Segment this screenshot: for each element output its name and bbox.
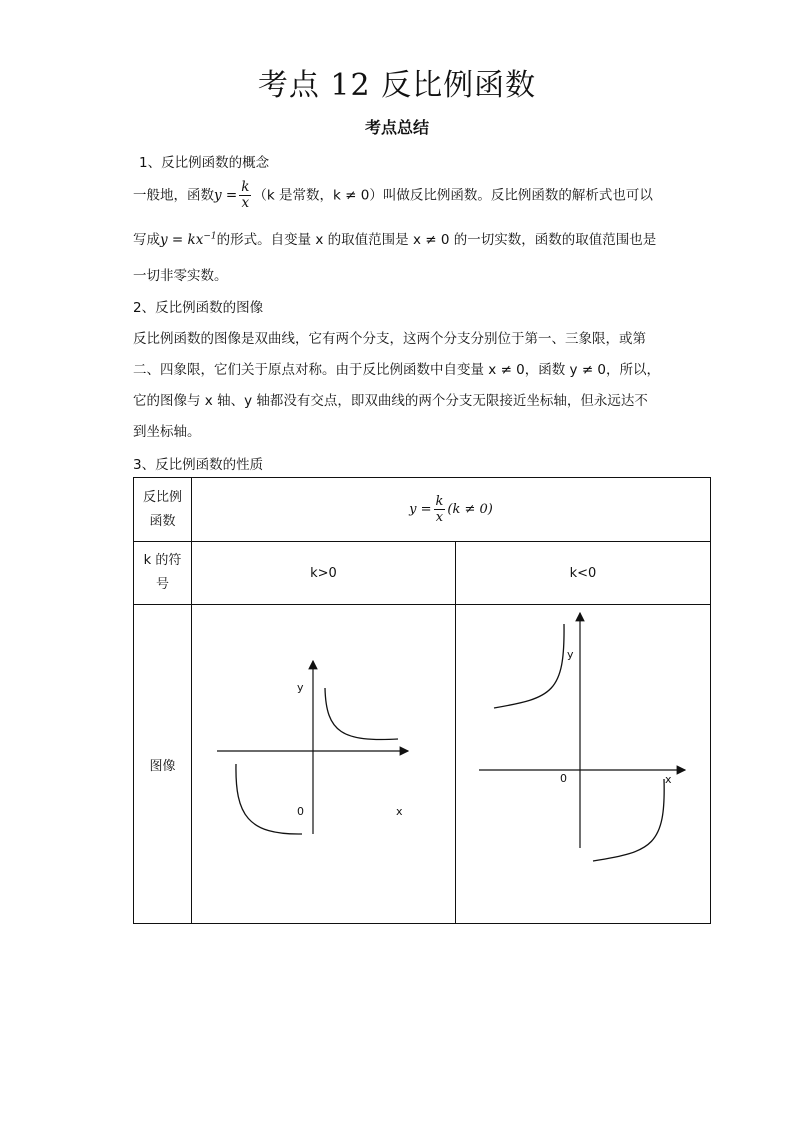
row-header-k-sign: [134, 542, 192, 605]
origin-label: 0: [559, 772, 567, 785]
section2-heading: 2、反比例函数的图像: [133, 300, 264, 316]
row-header-k-sign-line1: k 的符: [143, 553, 182, 568]
section2-line: 到坐标轴。: [133, 424, 201, 440]
row-header-function-line2: 函数: [149, 513, 176, 529]
y-axis-label: y: [296, 681, 304, 694]
section1-line3: 一切非零实数。: [133, 268, 228, 284]
table-formula-condition: (k ≠ 0): [447, 502, 493, 517]
origin-label: 0: [296, 805, 304, 818]
function-formula-cell: [192, 478, 711, 542]
hyperbola-graph-k-positive: [193, 605, 455, 919]
y-axis-label: y: [566, 648, 574, 661]
section1-heading: 1、反比例函数的概念: [139, 155, 270, 171]
formula-exponent: −1: [203, 231, 217, 242]
formula-denominator: x: [241, 195, 250, 211]
formula-fraction: [239, 180, 251, 211]
page-title: 考点 12 反比例函数: [257, 68, 537, 103]
section2-line: 二、四象限，它们关于原点对称。由于反比例函数中自变量 x ≠ 0，函数 y ≠ 0，所以，: [133, 362, 661, 378]
hyperbola-branch-quadrant-2: [494, 624, 564, 708]
section2-line: 它的图像与 x 轴、y 轴都没有交点，即双曲线的两个分支无限接近坐标轴，但永远达不: [133, 393, 648, 409]
graph-negative-cell: [456, 605, 711, 924]
table-row: [134, 605, 711, 924]
row-header-k-sign-line2: 号: [155, 577, 169, 592]
table-row: [134, 478, 711, 542]
section1-line1-suffix: （k 是常数，k ≠ 0）叫做反比例函数。反比例函数的解析式也可以: [253, 187, 653, 204]
formula-numerator: k: [241, 179, 250, 195]
k-negative-cell: k<0: [456, 542, 711, 605]
x-axis-label: x: [395, 805, 403, 818]
formula-power: y = kx: [160, 232, 204, 248]
table-row: [134, 542, 711, 605]
hyperbola-branch-quadrant-1: [325, 688, 398, 740]
k-positive-cell: k>0: [192, 542, 456, 605]
hyperbola-graph-k-negative: [457, 605, 710, 919]
section2-line: 反比例函数的图像是双曲线，它有两个分支，这两个分支分别位于第一、三象限，或第: [133, 331, 646, 347]
formula-y: y =: [214, 187, 238, 204]
row-header-graph: 图像: [134, 605, 192, 924]
hyperbola-branch-quadrant-4: [593, 779, 664, 861]
row-header-function-line1: 反比例: [142, 489, 182, 505]
section1-line2-suffix: 的形式。自变量 x 的取值范围是 x ≠ 0 的一切实数，函数的取值范围也是: [216, 232, 657, 248]
graph-positive-cell: [192, 605, 456, 924]
section1-line1: [133, 180, 653, 211]
hyperbola-branch-quadrant-3: [235, 764, 301, 834]
table-formula-numerator: k: [435, 494, 444, 509]
page-subtitle: 考点总结: [364, 118, 429, 137]
section3-heading: 3、反比例函数的性质: [133, 457, 264, 473]
section1-line2-prefix: 写成: [133, 232, 160, 248]
properties-table: [133, 477, 711, 924]
table-formula-fraction: [434, 494, 446, 525]
x-axis-label: x: [664, 773, 672, 786]
section1-line1-prefix: 一般地，函数: [133, 187, 214, 204]
table-formula-denominator: x: [435, 510, 444, 525]
row-header-function: [134, 478, 192, 542]
table-formula-y: y =: [409, 502, 432, 517]
section1-line2: [133, 228, 656, 248]
